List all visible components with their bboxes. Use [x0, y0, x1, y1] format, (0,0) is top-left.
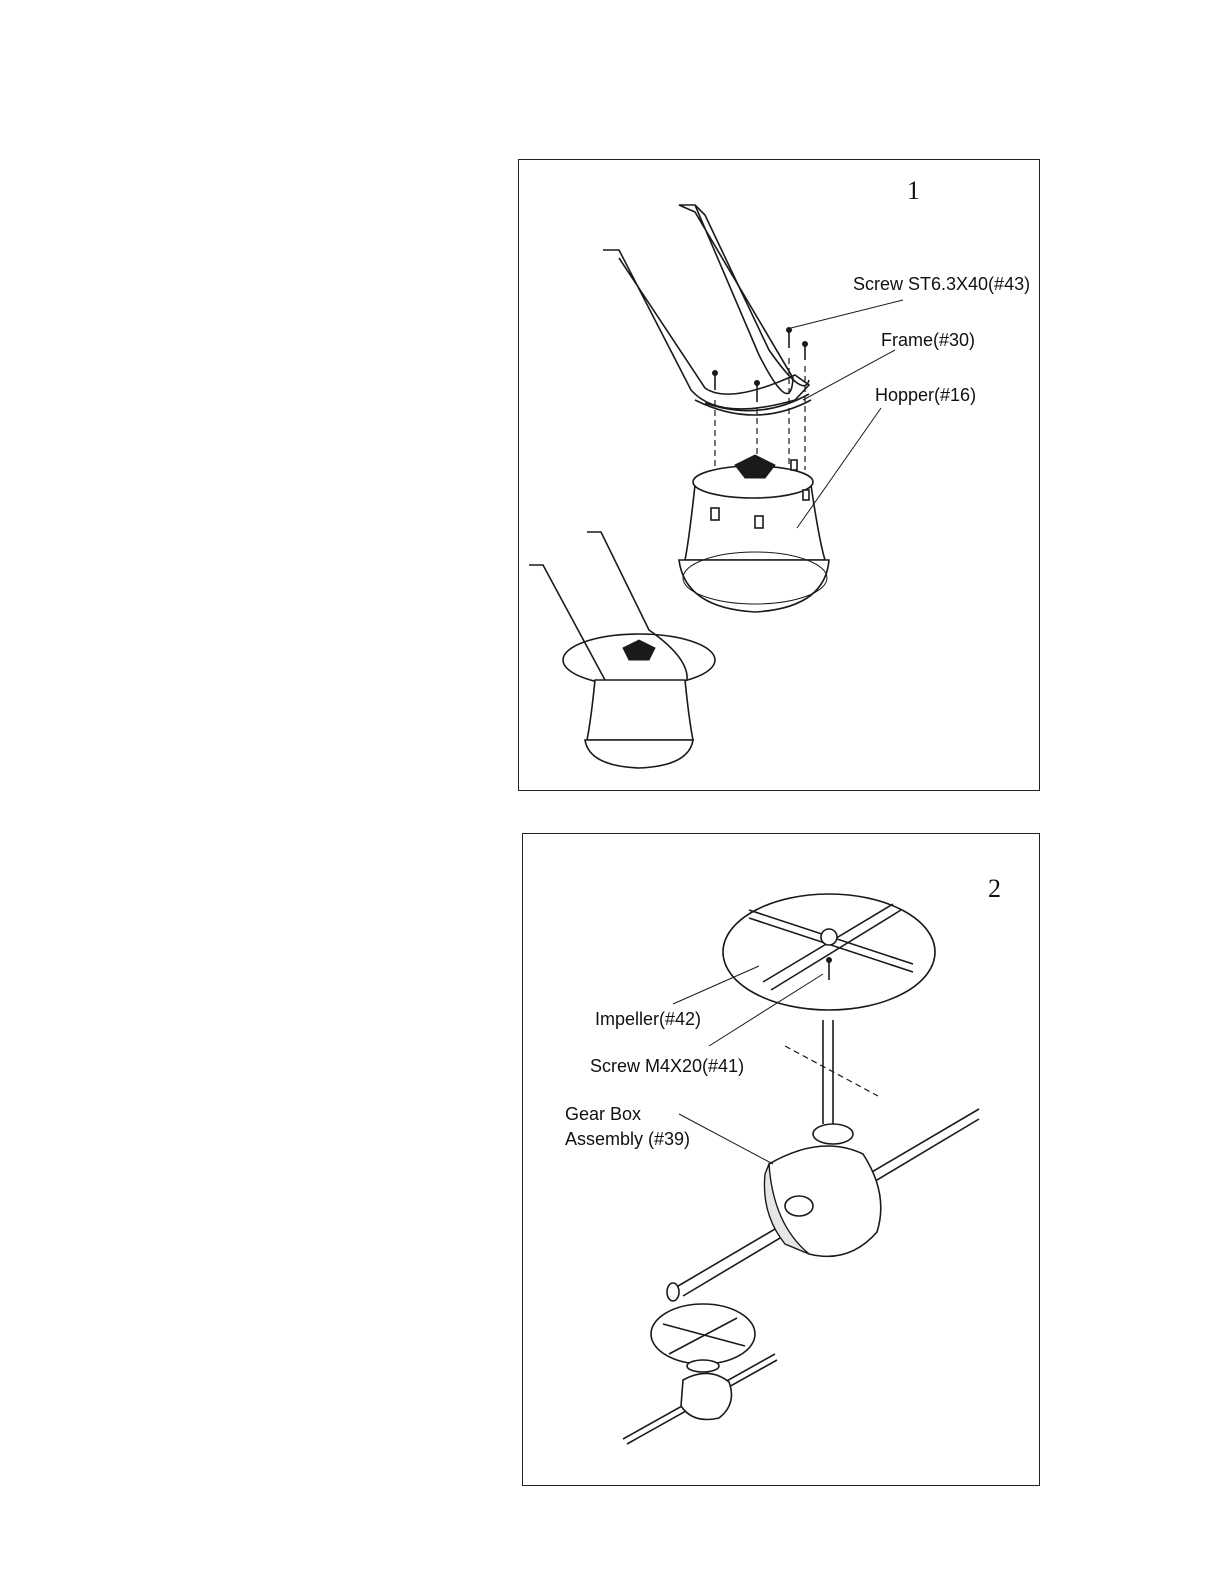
hopper-exploded [679, 455, 829, 612]
assembled-gearbox-small [623, 1304, 777, 1444]
impeller-exploded [723, 894, 935, 1010]
frame-label: Frame(#30) [881, 330, 976, 350]
hopper-label: Hopper(#16) [875, 385, 977, 405]
gear-box-label-line1: Gear Box [565, 1104, 642, 1124]
gear-box-exploded [667, 1109, 979, 1301]
screw-st6-label: Screw ST6.3X40(#43) [853, 274, 1031, 294]
step-number: 2 [988, 874, 1001, 903]
gear-box-label-line2: Assembly (#39) [565, 1129, 691, 1149]
impeller-gearbox-assembly-illustration [523, 834, 1041, 1487]
screws-exploded [713, 328, 808, 403]
step-number: 1 [907, 176, 920, 205]
frame-exploded [603, 205, 811, 415]
drive-shaft [785, 1020, 878, 1124]
screw-m4x20-label: Screw M4X20(#41) [590, 1056, 745, 1076]
step-1-diagram-panel [518, 159, 1040, 791]
hopper-frame-assembly-illustration [519, 160, 1041, 792]
impeller-label: Impeller(#42) [595, 1009, 702, 1029]
step-2-diagram-panel [522, 833, 1040, 1486]
